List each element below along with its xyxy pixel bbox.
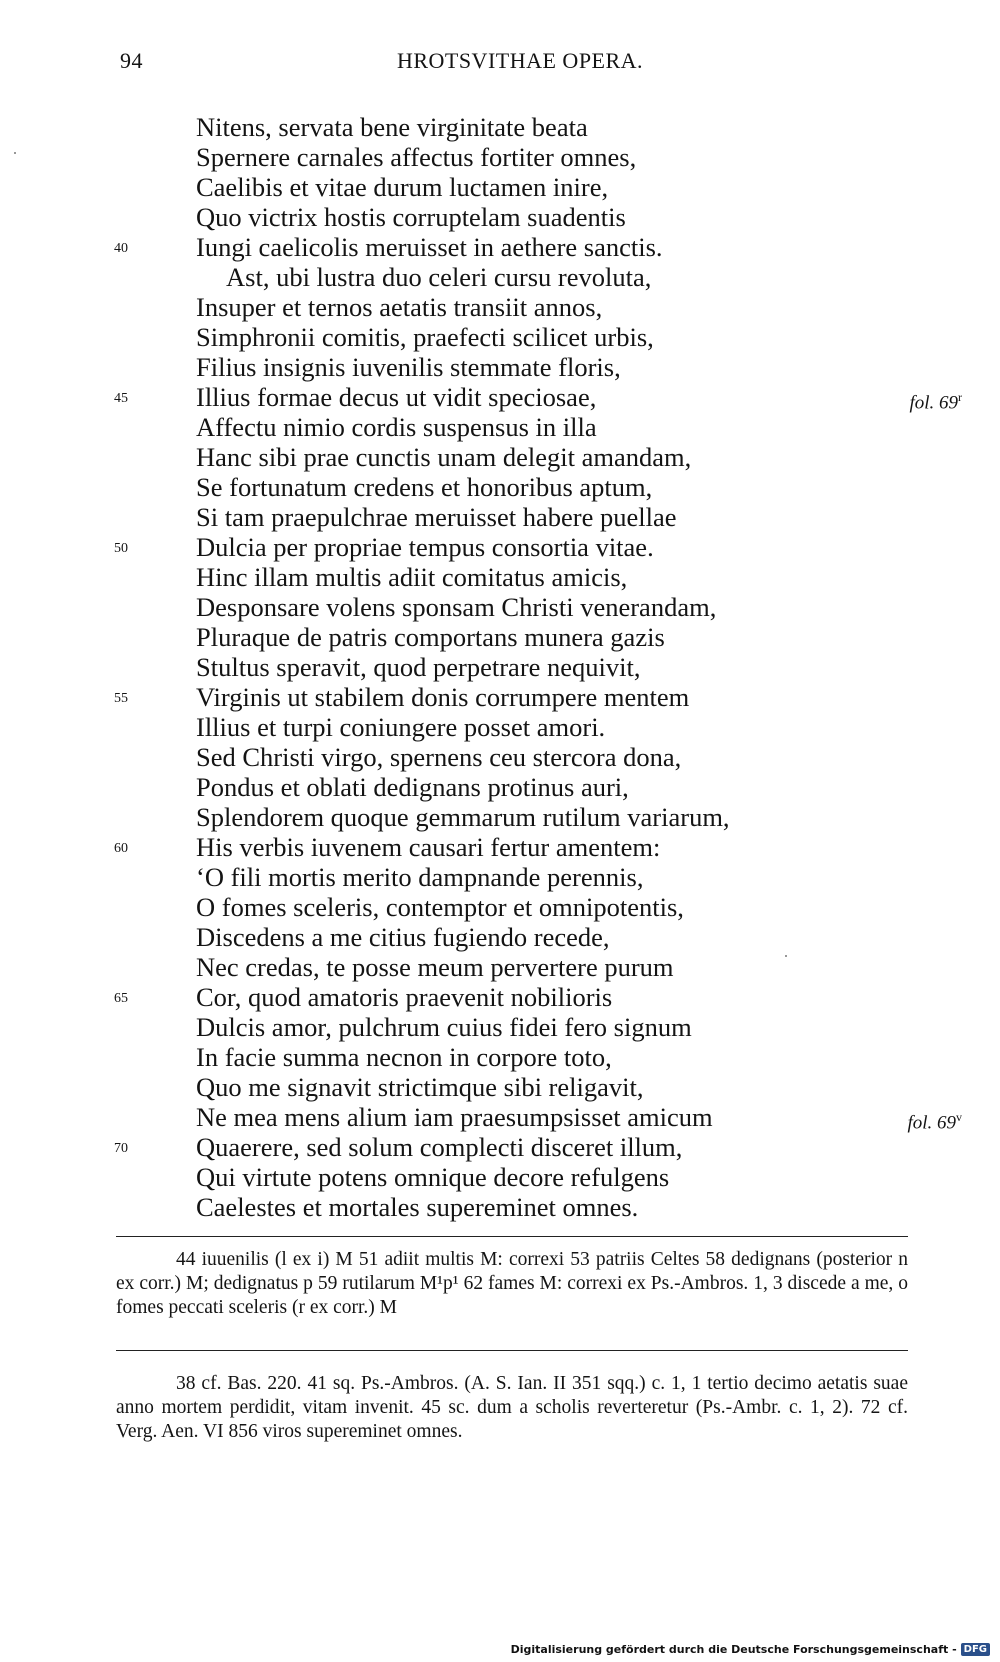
verse-line — [0, 712, 1000, 742]
verse-line — [0, 742, 1000, 772]
verse-text-line: Nec credas, te posse meum pervertere purum — [196, 952, 674, 982]
verse-text-line: Ne mea mens alium iam praesumpsisset amicum — [196, 1102, 713, 1132]
verse-line — [0, 382, 1000, 412]
verse-text-line: In facie summa necnon in corpore toto, — [196, 1042, 612, 1072]
verse-line — [0, 1162, 1000, 1192]
verse-line — [0, 172, 1000, 202]
apparatus-notes: 44 iuuenilis (l ex i) M 51 adiit multis M: correxi 53 patriis Celtes 58 dedignans (posterior n ex corr.) M; dedignatus p 59 rutilarum M¹p¹ 62 fames M: correxi ex Ps.-Ambros. 1, 3 discede a me, o fomes peccati sceleris (r ex corr.) M — [116, 1249, 908, 1318]
sources-divider — [116, 1350, 908, 1351]
line-number: 50 — [114, 541, 128, 556]
verse-line — [0, 1072, 1000, 1102]
verse-line — [0, 1132, 1000, 1162]
verse-line — [0, 802, 1000, 832]
verse-line — [0, 412, 1000, 442]
line-number: 55 — [114, 691, 128, 706]
verse-line — [0, 982, 1000, 1012]
verse-text-line: Qui virtute potens omnique decore refulgens — [196, 1162, 670, 1192]
credit-text: Digitalisierung gefördert durch die Deutsche Forschungsgemeinschaft - — [510, 1643, 957, 1656]
verse-text-line: Pondus et oblati dedignans protinus auri, — [196, 772, 629, 802]
verse-text-line: Insuper et ternos aetatis transiit annos, — [196, 292, 603, 322]
verse-text-line: Hanc sibi prae cunctis unam delegit amandam, — [196, 442, 692, 472]
source-notes-text: 38 cf. Bas. 220. 41 sq. Ps.-Ambros. (A. S. Ian. II 351 sqq.) c. 1, 1 tertio decimo aetatis suae anno mortem perdidit, vitam invenit. 45 sc. dum a scholis reverteretur (Ps.-Ambr. c. 1, 2). 72 cf. Verg. Aen. VI 856 viros supereminet omnes. — [116, 1373, 908, 1442]
apparatus-divider — [116, 1236, 908, 1237]
verse-text-line: Sed Christi virgo, spernens ceu stercora dona, — [196, 742, 682, 772]
verse-line — [0, 442, 1000, 472]
verse-text-line: Discedens a me citius fugiendo recede, — [196, 922, 610, 952]
verse-line — [0, 622, 1000, 652]
verse-text-line: Caelibis et vitae durum luctamen inire, — [196, 172, 609, 202]
verse-text-line: Virginis ut stabilem donis corrumpere mentem — [196, 682, 690, 712]
verse-line — [0, 1192, 1000, 1222]
verse-line — [0, 262, 1000, 292]
verse-line — [0, 562, 1000, 592]
page-number: 94 — [120, 48, 143, 73]
verse-line — [0, 892, 1000, 922]
verse-line — [0, 532, 1000, 562]
verse-text-line: Caelestes et mortales supereminet omnes. — [196, 1192, 639, 1222]
verse-line — [0, 952, 1000, 982]
verse-line — [0, 202, 1000, 232]
verse-line — [0, 502, 1000, 532]
verse-text-line: Iungi caelicolis meruisset in aethere sanctis. — [196, 232, 663, 262]
line-number: 45 — [114, 391, 128, 406]
line-number: 65 — [114, 991, 128, 1006]
verse-line — [0, 922, 1000, 952]
verse-text-line: Affectu nimio cordis suspensus in illa — [196, 412, 597, 442]
line-number: 60 — [114, 841, 128, 856]
dfg-logo-icon: DFG — [961, 1643, 990, 1656]
verse-line — [0, 472, 1000, 502]
verse-text-line: Hinc illam multis adiit comitatus amicis, — [196, 562, 628, 592]
verse-line — [0, 682, 1000, 712]
verse-line — [0, 832, 1000, 862]
verse-line — [0, 652, 1000, 682]
verse-line — [0, 112, 1000, 142]
scan-speck — [785, 955, 787, 957]
running-title: HROTSVITHAE OPERA. — [396, 48, 644, 73]
critical-apparatus — [116, 1248, 908, 1320]
verse-text-line: Nitens, servata bene virginitate beata — [196, 112, 588, 142]
verse-text-line: Cor, quod amatoris praevenit nobilioris — [196, 982, 613, 1012]
verse-line — [0, 322, 1000, 352]
verse-text-line: Desponsare volens sponsam Christi venerandam, — [196, 592, 717, 622]
folio-side: r — [958, 390, 962, 404]
verse-text-line: Quo me signavit strictimque sibi religavit, — [196, 1072, 644, 1102]
verse-text-line: Spernere carnales affectus fortiter omnes, — [196, 142, 637, 172]
verse-line — [0, 232, 1000, 262]
digitization-credit — [511, 1643, 990, 1656]
verse-text — [0, 112, 1000, 1222]
line-number: 40 — [114, 241, 128, 256]
source-notes — [116, 1372, 908, 1444]
folio-side: v — [956, 1110, 962, 1124]
verse-line — [0, 352, 1000, 382]
verse-text-line: Se fortunatum credens et honoribus aptum, — [196, 472, 653, 502]
verse-text-line: Illius formae decus ut vidit speciosae, — [196, 382, 597, 412]
folio-label: fol. 69 — [909, 392, 958, 414]
verse-text-line: Ast, ubi lustra duo celeri cursu revoluta, — [226, 262, 652, 292]
verse-text-line: Quo victrix hostis corruptelam suadentis — [196, 202, 626, 232]
verse-text-line: Stultus speravit, quod perpetrare nequivit, — [196, 652, 641, 682]
verse-text-line: Quaerere, sed solum complecti disceret illum, — [196, 1132, 683, 1162]
line-number: 70 — [114, 1141, 128, 1156]
verse-text-line: Simphronii comitis, praefecti scilicet urbis, — [196, 322, 654, 352]
scan-speck — [14, 152, 16, 154]
verse-line — [0, 1012, 1000, 1042]
verse-text-line: Splendorem quoque gemmarum rutilum variarum, — [196, 802, 730, 832]
verse-text-line: Illius et turpi coniungere posset amori. — [196, 712, 606, 742]
verse-text-line: His verbis iuvenem causari fertur amentem: — [196, 832, 661, 862]
verse-text-line: ‘O fili mortis merito dampnande perennis, — [196, 862, 644, 892]
verse-text-line: Pluraque de patris comportans munera gazis — [196, 622, 665, 652]
verse-text-line: O fomes sceleris, contemptor et omnipotentis, — [196, 892, 684, 922]
verse-line — [0, 1102, 1000, 1132]
verse-line — [0, 1042, 1000, 1072]
verse-text-line: Dulcis amor, pulchrum cuius fidei fero signum — [196, 1012, 692, 1042]
verse-line — [0, 142, 1000, 172]
folio-label: fol. 69 — [907, 1112, 956, 1134]
page-header — [120, 48, 920, 82]
verse-text-line: Dulcia per propriae tempus consortia vitae. — [196, 532, 654, 562]
verse-line — [0, 772, 1000, 802]
verse-line — [0, 592, 1000, 622]
verse-text-line: Filius insignis iuvenilis stemmate floris, — [196, 352, 621, 382]
verse-text-line: Si tam praepulchrae meruisset habere puellae — [196, 502, 677, 532]
verse-line — [0, 292, 1000, 322]
verse-line — [0, 862, 1000, 892]
